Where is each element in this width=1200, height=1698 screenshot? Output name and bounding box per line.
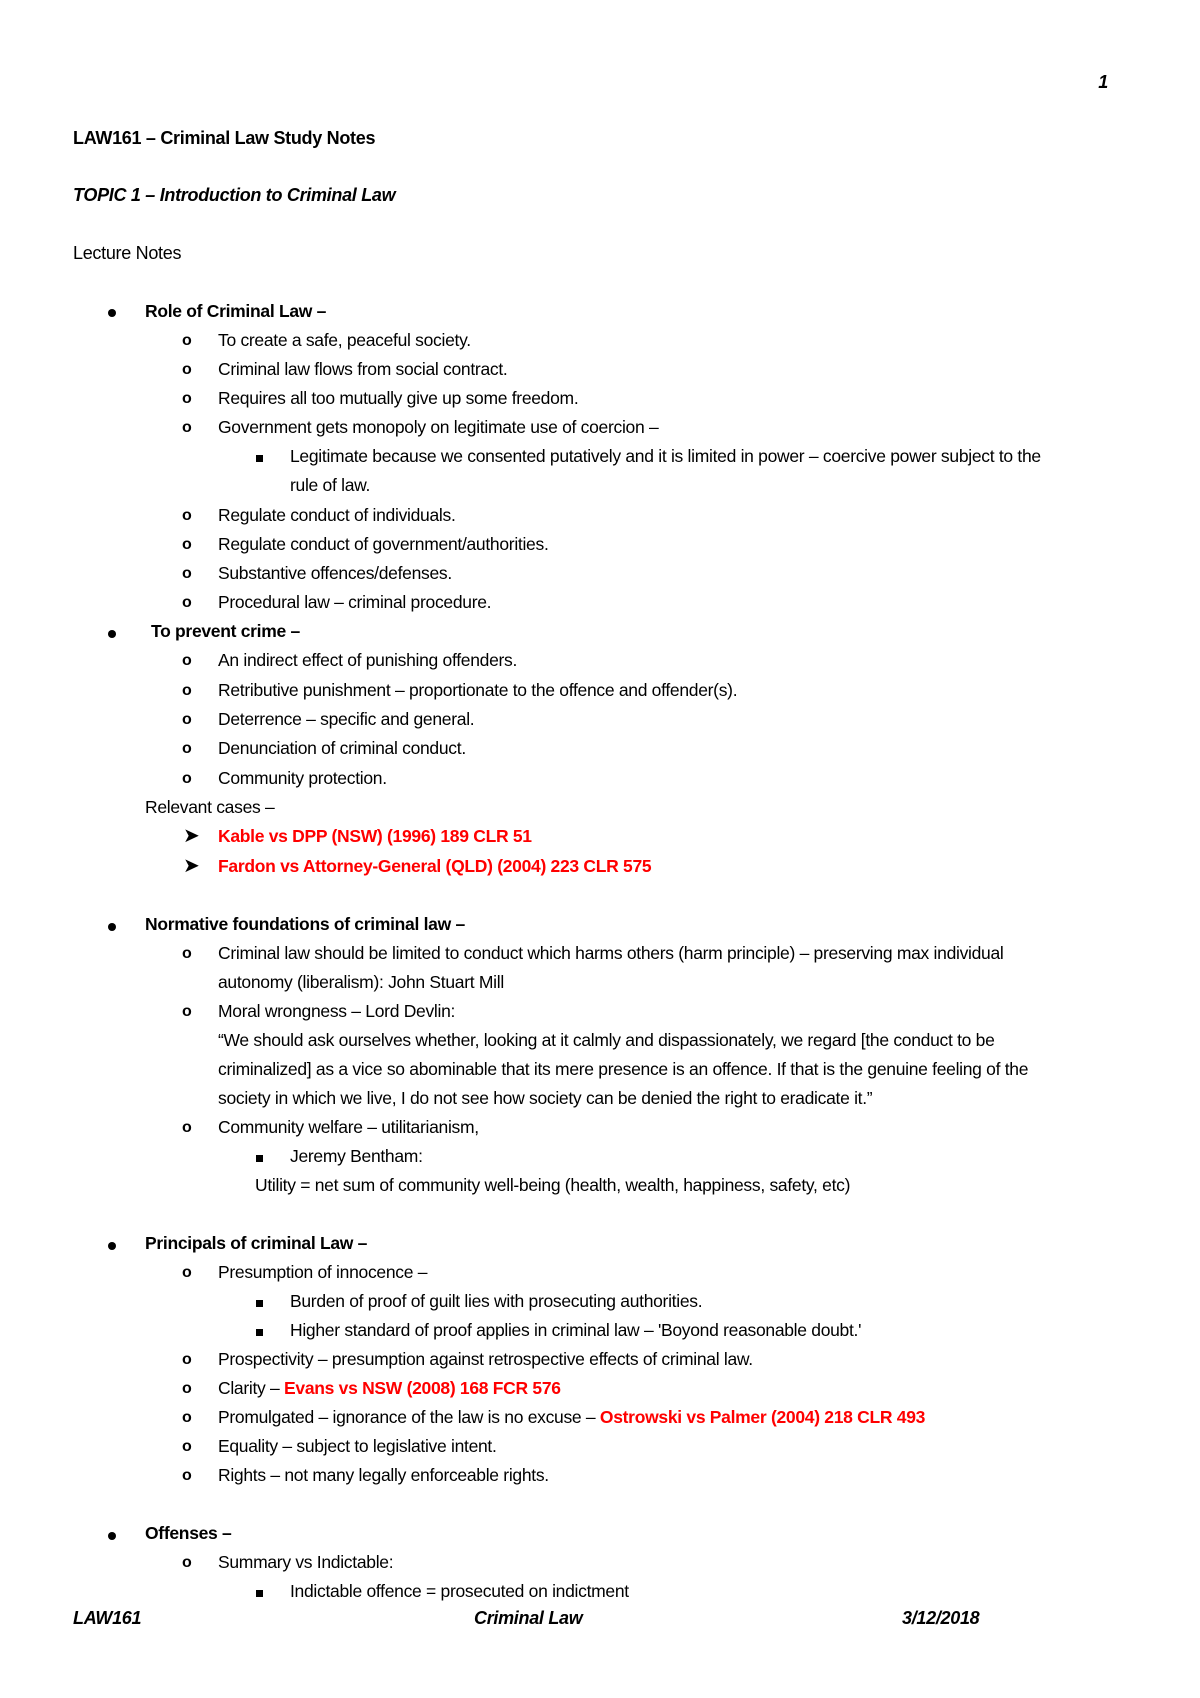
footer-course-code: LAW161 [73, 1608, 142, 1628]
case-citation: Kable vs DPP (NSW) (1996) 189 CLR 51 [218, 826, 532, 846]
list-item: Regulate conduct of government/authorities. [218, 534, 549, 554]
circle-bullet-icon: o [182, 1380, 192, 1397]
sub-list-item: Indictable offence = prosecuted on indictment [290, 1581, 629, 1601]
list-item: Deterrence – specific and general. [218, 709, 475, 729]
circle-bullet-icon: o [182, 1119, 192, 1136]
bullet-icon [108, 300, 116, 322]
list-item: Retributive punishment – proportionate to the offence and offender(s). [218, 680, 738, 700]
list-item-promulgated [218, 1406, 925, 1428]
arrow-bullet-icon: ➤ [183, 825, 200, 847]
bullet-icon [108, 1233, 116, 1255]
circle-bullet-icon: o [182, 390, 192, 407]
section-heading-normative: Normative foundations of criminal law – [145, 914, 465, 934]
circle-bullet-icon: o [182, 536, 192, 553]
circle-bullet-icon: o [182, 419, 192, 436]
sub-list-item-line1: Legitimate because we consented putatively and it is limited in power – coercive power subject to the [290, 446, 1041, 466]
circle-bullet-icon: o [182, 652, 192, 669]
arrow-bullet-icon: ➤ [183, 855, 200, 877]
list-item-clarity [218, 1377, 561, 1399]
circle-bullet-icon: o [182, 711, 192, 728]
list-item: Presumption of innocence – [218, 1262, 428, 1282]
lecture-notes-label: Lecture Notes [73, 243, 182, 263]
square-bullet-icon [256, 445, 263, 467]
list-item: To create a safe, peaceful society. [218, 330, 471, 350]
bullet-icon [108, 914, 116, 936]
list-item: Community protection. [218, 768, 387, 788]
list-item: Denunciation of criminal conduct. [218, 738, 466, 758]
list-item: Requires all too mutually give up some freedom. [218, 388, 579, 408]
list-item: Moral wrongness – Lord Devlin: [218, 1001, 456, 1021]
list-item: Government gets monopoly on legitimate use of coercion – [218, 417, 659, 437]
list-item: Prospectivity – presumption against retrospective effects of criminal law. [218, 1349, 753, 1369]
list-item: An indirect effect of punishing offenders. [218, 650, 518, 670]
circle-bullet-icon: o [182, 1467, 192, 1484]
circle-bullet-icon: o [182, 945, 192, 962]
sub-list-item: Jeremy Bentham: [290, 1146, 423, 1166]
square-bullet-icon [256, 1580, 263, 1602]
square-bullet-icon [256, 1319, 263, 1341]
relevant-cases-label: Relevant cases – [145, 797, 275, 817]
list-item: Summary vs Indictable: [218, 1552, 394, 1572]
list-item-continuation: autonomy (liberalism): John Stuart Mill [218, 972, 504, 992]
footer-date: 3/12/2018 [902, 1608, 980, 1628]
circle-bullet-icon: o [182, 682, 192, 699]
list-item: Procedural law – criminal procedure. [218, 592, 492, 612]
list-item: Community welfare – utilitarianism, [218, 1117, 479, 1137]
section-heading-offenses: Offenses – [145, 1523, 232, 1543]
circle-bullet-icon: o [182, 740, 192, 757]
page-number: 1 [1098, 72, 1108, 92]
section-heading-role: Role of Criminal Law – [145, 301, 327, 321]
circle-bullet-icon: o [182, 1264, 192, 1281]
circle-bullet-icon: o [182, 1409, 192, 1426]
list-item: Rights – not many legally enforceable rights. [218, 1465, 549, 1485]
bullet-icon [108, 621, 116, 643]
quote-line: “We should ask ourselves whether, looking at it calmly and dispassionately, we regard [the conduct to be [218, 1030, 995, 1050]
quote-line: criminalized] as a vice so abominable that its mere presence is an offence. If that is the genuine feeling of the [218, 1059, 1029, 1079]
circle-bullet-icon: o [182, 507, 192, 524]
utility-definition: Utility = net sum of community well-being (health, wealth, happiness, safety, etc) [255, 1175, 851, 1195]
topic-title: TOPIC 1 – Introduction to Criminal Law [73, 185, 396, 205]
list-item: Substantive offences/defenses. [218, 563, 452, 583]
case-citation: Fardon vs Attorney-General (QLD) (2004) 223 CLR 575 [218, 856, 652, 876]
list-item: Criminal law should be limited to conduct which harms others (harm principle) – preserving max individual [218, 943, 1004, 963]
document-title: LAW161 – Criminal Law Study Notes [73, 128, 376, 148]
footer-course-name: Criminal Law [474, 1608, 583, 1628]
quote-line: society in which we live, I do not see how society can be denied the right to eradicate it.” [218, 1088, 873, 1108]
case-citation: Ostrowski vs Palmer (2004) 218 CLR 493 [599, 1407, 926, 1427]
circle-bullet-icon: o [182, 1003, 192, 1020]
circle-bullet-icon: o [182, 1554, 192, 1571]
list-item: Regulate conduct of individuals. [218, 505, 456, 525]
section-heading-prevent: To prevent crime – [151, 621, 300, 641]
bullet-icon [108, 1523, 116, 1545]
list-item-text: Promulgated – ignorance of the law is no excuse – [218, 1407, 600, 1427]
square-bullet-icon [256, 1290, 263, 1312]
square-bullet-icon [256, 1145, 263, 1167]
circle-bullet-icon: o [182, 594, 192, 611]
sub-list-item: Higher standard of proof applies in criminal law – 'Boyond reasonable doubt.' [290, 1320, 862, 1340]
circle-bullet-icon: o [182, 332, 192, 349]
list-item: Equality – subject to legislative intent. [218, 1436, 497, 1456]
circle-bullet-icon: o [182, 770, 192, 787]
case-citation: Evans vs NSW (2008) 168 FCR 576 [284, 1378, 561, 1398]
circle-bullet-icon: o [182, 1351, 192, 1368]
circle-bullet-icon: o [182, 1438, 192, 1455]
section-heading-principals: Principals of criminal Law – [145, 1233, 368, 1253]
circle-bullet-icon: o [182, 565, 192, 582]
list-item: Criminal law flows from social contract. [218, 359, 508, 379]
circle-bullet-icon: o [182, 361, 192, 378]
sub-list-item-line2: rule of law. [290, 475, 371, 495]
sub-list-item: Burden of proof of guilt lies with prosecuting authorities. [290, 1291, 703, 1311]
list-item-text: Clarity – [218, 1378, 285, 1398]
